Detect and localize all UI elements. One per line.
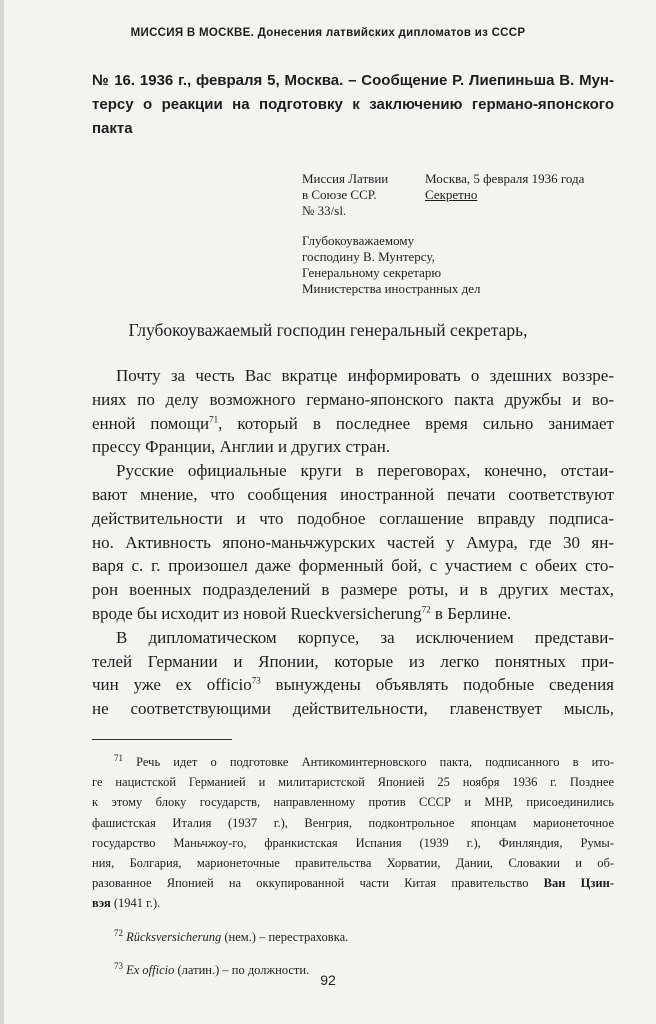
footnote-number: 73 (114, 960, 123, 971)
body-line: Русские официальные круги в переговорах, конечно, отстаи- (116, 461, 614, 481)
footnote-line: $^{72}$ Rücksversicherung (нем.) – перестраховка. (114, 927, 349, 944)
addressee-line: Генеральному секретарю (302, 265, 442, 280)
sender-line: № 33/sl. (302, 203, 347, 218)
footnote-number: 71 (114, 752, 123, 763)
salutation: Глубокоуважаемый господин генеральный секретарь, (128, 320, 528, 340)
letter-body (92, 364, 614, 721)
addressee-line: господину В. Мунтерсу, (302, 249, 435, 264)
place-date: Москва, 5 февраля 1936 года (425, 171, 585, 186)
footnotes (92, 752, 614, 980)
footnote-line: ния, Болгария, марионеточные правительства Хорватии, Дании, Словакии и об- (92, 856, 614, 871)
body-line: вают мнение, что сообщения иностранной печати соответствуют (92, 484, 614, 504)
footnote-ref[interactable]: 71 (209, 413, 219, 424)
footnote-divider (92, 739, 232, 740)
running-header: МИССИЯ В МОСКВЕ. Донесения латвийских дипломатов из СССР (130, 27, 526, 39)
body-line: не соответствующими действительности, главенствует мысль, (92, 699, 614, 719)
body-line: В дипломатическом корпусе, за исключением представи- (116, 627, 614, 647)
footnote-ref[interactable]: 73 (251, 675, 261, 686)
body-line: но. Активность японо-маньчжурских частей у Амура, где 30 ян- (92, 532, 614, 552)
title-line: № 16. 1936 г., февраля 5, Москва. – Сообщение Р. Лиепиньша В. Мун- (92, 72, 614, 89)
date-block (425, 171, 584, 203)
footnote-line: разованное Японией на оккупированной части Китая правительство Ван Цзин- (92, 876, 614, 891)
footnote-ref[interactable]: 72 (421, 604, 431, 615)
page-edge (0, 0, 4, 1024)
body-line: варя с. г. произошел даже форменный бой, с участием с обеих сто- (92, 556, 614, 576)
classification-stamp: Секретно (425, 187, 478, 202)
addressee-line: Министерства иностранных дел (302, 281, 481, 296)
footnote-line: к этому блоку государств, направленному против СССР и МНР, присоединились (92, 795, 614, 810)
footnote-line: $^{73}$ Ex officio (латин.) – по должности. (114, 960, 310, 977)
footnote-line: ге нацистской Германией и милитаристской Японией 25 ноября 1936 г. Позднее (92, 775, 614, 790)
body-line: прессу Франции, Англии и других стран. (92, 437, 391, 457)
footnote-line: вэя (1941 г.). (92, 896, 161, 911)
addressee-block (302, 233, 480, 297)
document-title (92, 69, 614, 141)
title-line: пакта (92, 120, 133, 137)
footnote-line: фашистская Италия (1937 г.), Венгрия, подконтрольное японцам марионеточное (92, 815, 614, 830)
title-line: терсу о реакции на подготовку к заключению германо-японского (92, 96, 614, 113)
footnote-line: государство Маньчжоу-го, франкистская Испания (1939 г.), Финляндия, Румы- (92, 835, 614, 850)
body-line: телей Германии и Японии, которые из легко понятных при- (92, 651, 614, 671)
body-line: Почту за честь Вас вкратце информировать о здешних воззре- (116, 366, 614, 385)
sender-block (302, 171, 388, 219)
body-line: ниях по делу возможного германо-японского пакта дружбы и во- (92, 389, 614, 409)
footnote-number: 72 (114, 927, 123, 938)
sender-line: в Союзе ССР. (302, 187, 377, 202)
body-line: енной помощи$^{71}$, который в последнее время сильно занимает (92, 413, 614, 433)
sender-line: Миссия Латвии (302, 171, 389, 186)
body-line: чин уже ex officio$^{73}$ вынуждены объявлять подобные сведения (92, 675, 614, 695)
page-number: 92 (320, 972, 336, 988)
body-line: действительности и что подобное соглашение вправду подписа- (92, 508, 614, 528)
body-line: рон военных подразделений в размере роты, и в других местах, (92, 580, 614, 600)
body-line: вроде бы исходит из новой Rueckversicherung$^{72}$ в Берлине. (92, 603, 512, 623)
addressee-line: Глубокоуважаемому (302, 233, 415, 248)
footnote-line: $^{71}$ Речь идет о подготовке Антикоминтерновского пакта, подписанного в ито- (114, 752, 615, 769)
